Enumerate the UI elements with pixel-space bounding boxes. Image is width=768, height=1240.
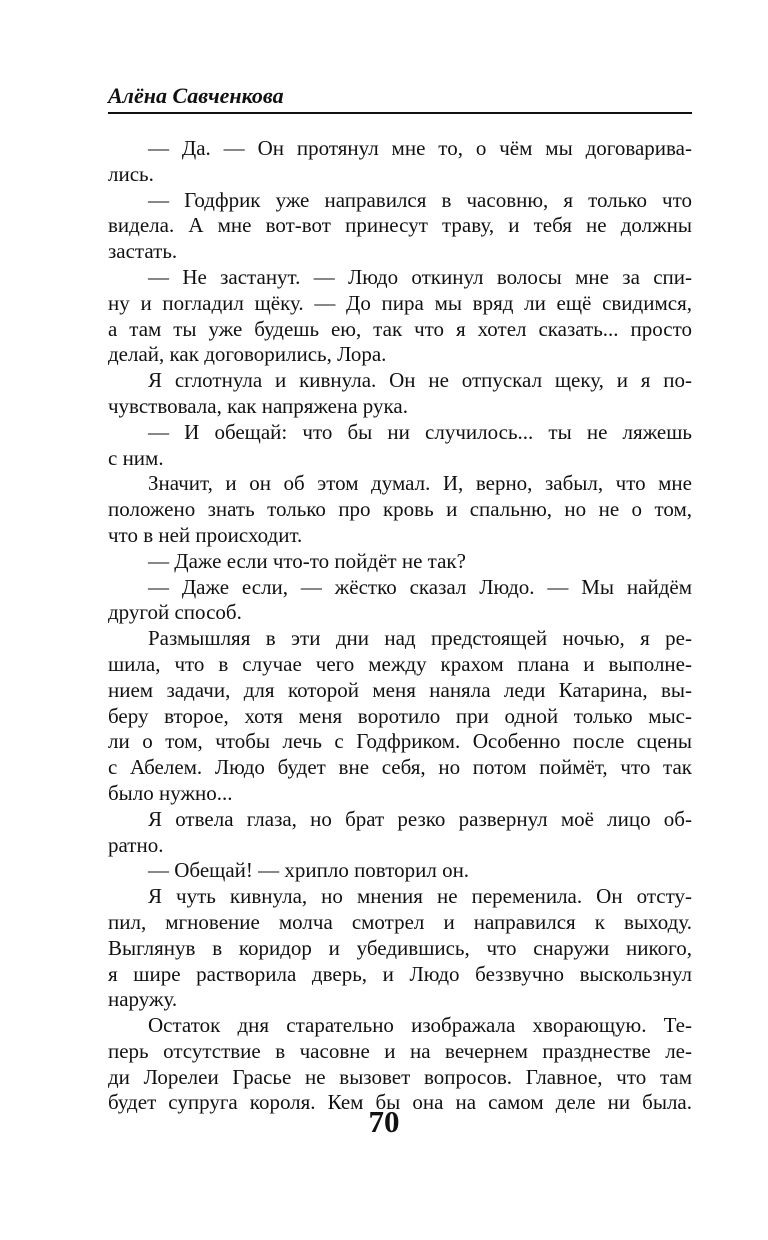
text-line: Я сглотнула и кивнула. Он не отпускал щеку, и я по- [148,368,692,393]
header-rule [108,112,692,114]
text-line: было нужно... [108,780,233,805]
text-line: застать. [108,239,178,264]
text-line: Я чуть кивнула, но мнения не переменила. Он отсту- [148,884,692,909]
text-line: Значит, и он об этом думал. И, верно, забыл, что мне [148,471,692,496]
text-line: — Да. — Он протянул мне то, о чём мы договарива- [148,136,692,160]
text-line: перь отсутствие в часовне и на вечернем празднестве ле- [108,1038,692,1063]
text-line: — Годфрик уже направился в часовню, я только что [148,187,692,212]
text-line: пил, мгновение молча смотрел и направился к выходу. [108,909,692,934]
body-text [108,136,692,1116]
text-line: лись. [108,161,154,186]
text-line: с ним. [108,445,164,470]
text-line: ли о том, чтобы лечь с Годфриком. Особенно после сцены [108,729,692,754]
text-line: делай, как договорились, Лора. [108,342,387,367]
text-line: шила, что в случае чего между крахом плана и выполне- [108,651,692,676]
text-line: — Даже если что-то пойдёт не так? [148,548,466,573]
text-line: беру второе, хотя меня воротило при одной только мыс- [108,703,692,728]
running-header [108,82,692,116]
author-name: Алёна Савченкова [108,83,284,108]
text-line: — Даже если, — жёстко сказал Людо. — Мы найдём [148,574,692,599]
text-line: наружу. [108,987,178,1012]
text-line: с Абелем. Людо будет вне себя, но потом поймёт, что так [108,755,692,780]
text-line: чувствовала, как напряжена рука. [108,393,408,418]
text-line: будет супруга короля. Кем бы она на самом деле ни была. [108,1090,692,1115]
text-line: ди Лорелеи Грасье не вызовет вопросов. Главное, что там [108,1064,692,1089]
text-line: ратно. [108,832,164,857]
page-number: 70 [368,1104,400,1139]
text-line: я шире растворила дверь, и Людо беззвучно выскользнул [108,961,692,986]
text-line: Остаток дня старательно изображала хворающую. Те- [148,1013,692,1038]
text-line: положено знать только про кровь и спальню, но не о том, [108,497,692,522]
text-line: Выглянув в коридор и убедившись, что снаружи никого, [108,935,692,960]
text-line: а там ты уже будешь ею, так что я хотел сказать... просто [108,316,692,341]
text-line: Я отвела глаза, но брат резко развернул моё лицо об- [148,806,692,831]
text-line: — Обещай! — хрипло повторил он. [148,858,470,883]
text-line: что в ней происходит. [108,522,303,547]
text-line: ну и погладил щёку. — До пира мы вряд ли ещё свидимся, [108,290,692,315]
text-line: нием задачи, для которой меня наняла леди Катарина, вы- [108,677,692,702]
text-line: другой способ. [108,600,242,625]
text-line: Размышляя в эти дни над предстоящей ночью, я ре- [148,626,692,651]
text-line: — Не застанут. — Людо откинул волосы мне за спи- [148,264,692,289]
text-line: видела. А мне вот-вот принесут траву, и тебя не должны [108,213,692,238]
text-line: — И обещай: что бы ни случилось... ты не ляжешь [148,419,692,444]
